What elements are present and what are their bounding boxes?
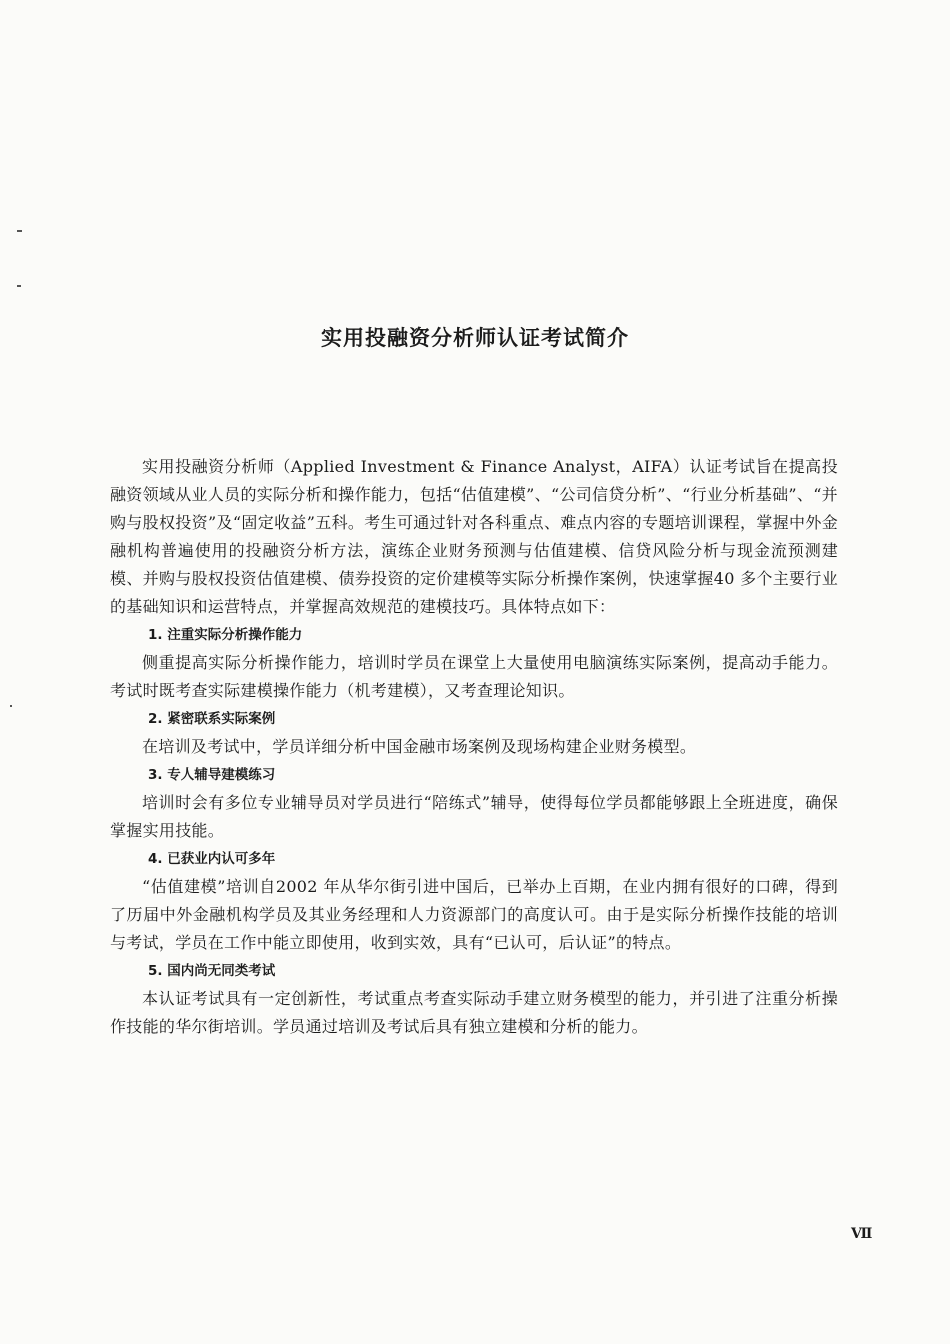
section-heading: 4. 已获业内认可多年 bbox=[148, 851, 276, 867]
scan-speck bbox=[17, 285, 21, 287]
section-paragraph: 侧重提高实际分析操作能力，培训时学员在课堂上大量使用电脑演练实际案例，提高动手能力。考试时既考查实际建模操作能力（机考建模），又考查理论知识。 bbox=[110, 653, 838, 700]
section-2 bbox=[110, 705, 838, 761]
page-title: 实用投融资分析师认证考试简介 bbox=[321, 326, 629, 350]
section-4 bbox=[110, 845, 838, 957]
section-paragraph: 培训时会有多位专业辅导员对学员进行“陪练式”辅导，使得每位学员都能够跟上全班进度，确保掌握实用技能。 bbox=[110, 793, 838, 840]
page-number: Ⅶ bbox=[851, 1226, 872, 1242]
scan-speck bbox=[10, 705, 12, 707]
section-heading: 1. 注重实际分析操作能力 bbox=[148, 627, 303, 643]
section-paragraph: 本认证考试具有一定创新性，考试重点考查实际动手建立财务模型的能力，并引进了注重分析操作技能的华尔街培训。学员通过培训及考试后具有独立建模和分析的能力。 bbox=[110, 989, 838, 1036]
section-heading: 2. 紧密联系实际案例 bbox=[148, 711, 276, 727]
intro-paragraph: 实用投融资分析师（Applied Investment & Finance Analyst，AIFA）认证考试旨在提高投融资领域从业人员的实际分析和操作能力，包括“估值建模”、“公司信贷分析”、“行业分析基础”、“并购与股权投资”及“固定收益”五科。考生可通过针对各科重点、难点内容的专题培训课程，掌握中外金融机构普遍使用的投融资分析方法，演练企业财务预测与估值建模、信贷风险分析与现金流预测建模、并购与股权投资估值建模、债券投资的定价建模等实际分析操作案例，快速掌握40 多个主要行业的基础知识和运营特点，并掌握高效规范的建模技巧。具体特点如下： bbox=[110, 457, 838, 616]
section-heading: 3. 专人辅导建模练习 bbox=[148, 767, 276, 783]
section-paragraph: “估值建模”培训自2002 年从华尔街引进中国后，已举办上百期，在业内拥有很好的口碑，得到了历届中外金融机构学员及其业务经理和人力资源部门的高度认可。由于是实际分析操作技能的培训与考试，学员在工作中能立即使用，收到实效，具有“已认可，后认证”的特点。 bbox=[110, 877, 838, 952]
scan-speck bbox=[17, 230, 22, 232]
section-1 bbox=[110, 621, 838, 705]
section-5 bbox=[110, 957, 838, 1041]
document-body bbox=[110, 453, 838, 1041]
section-paragraph: 在培训及考试中，学员详细分析中国金融市场案例及现场构建企业财务模型。 bbox=[142, 737, 697, 756]
section-heading: 5. 国内尚无同类考试 bbox=[148, 963, 276, 979]
section-3 bbox=[110, 761, 838, 845]
